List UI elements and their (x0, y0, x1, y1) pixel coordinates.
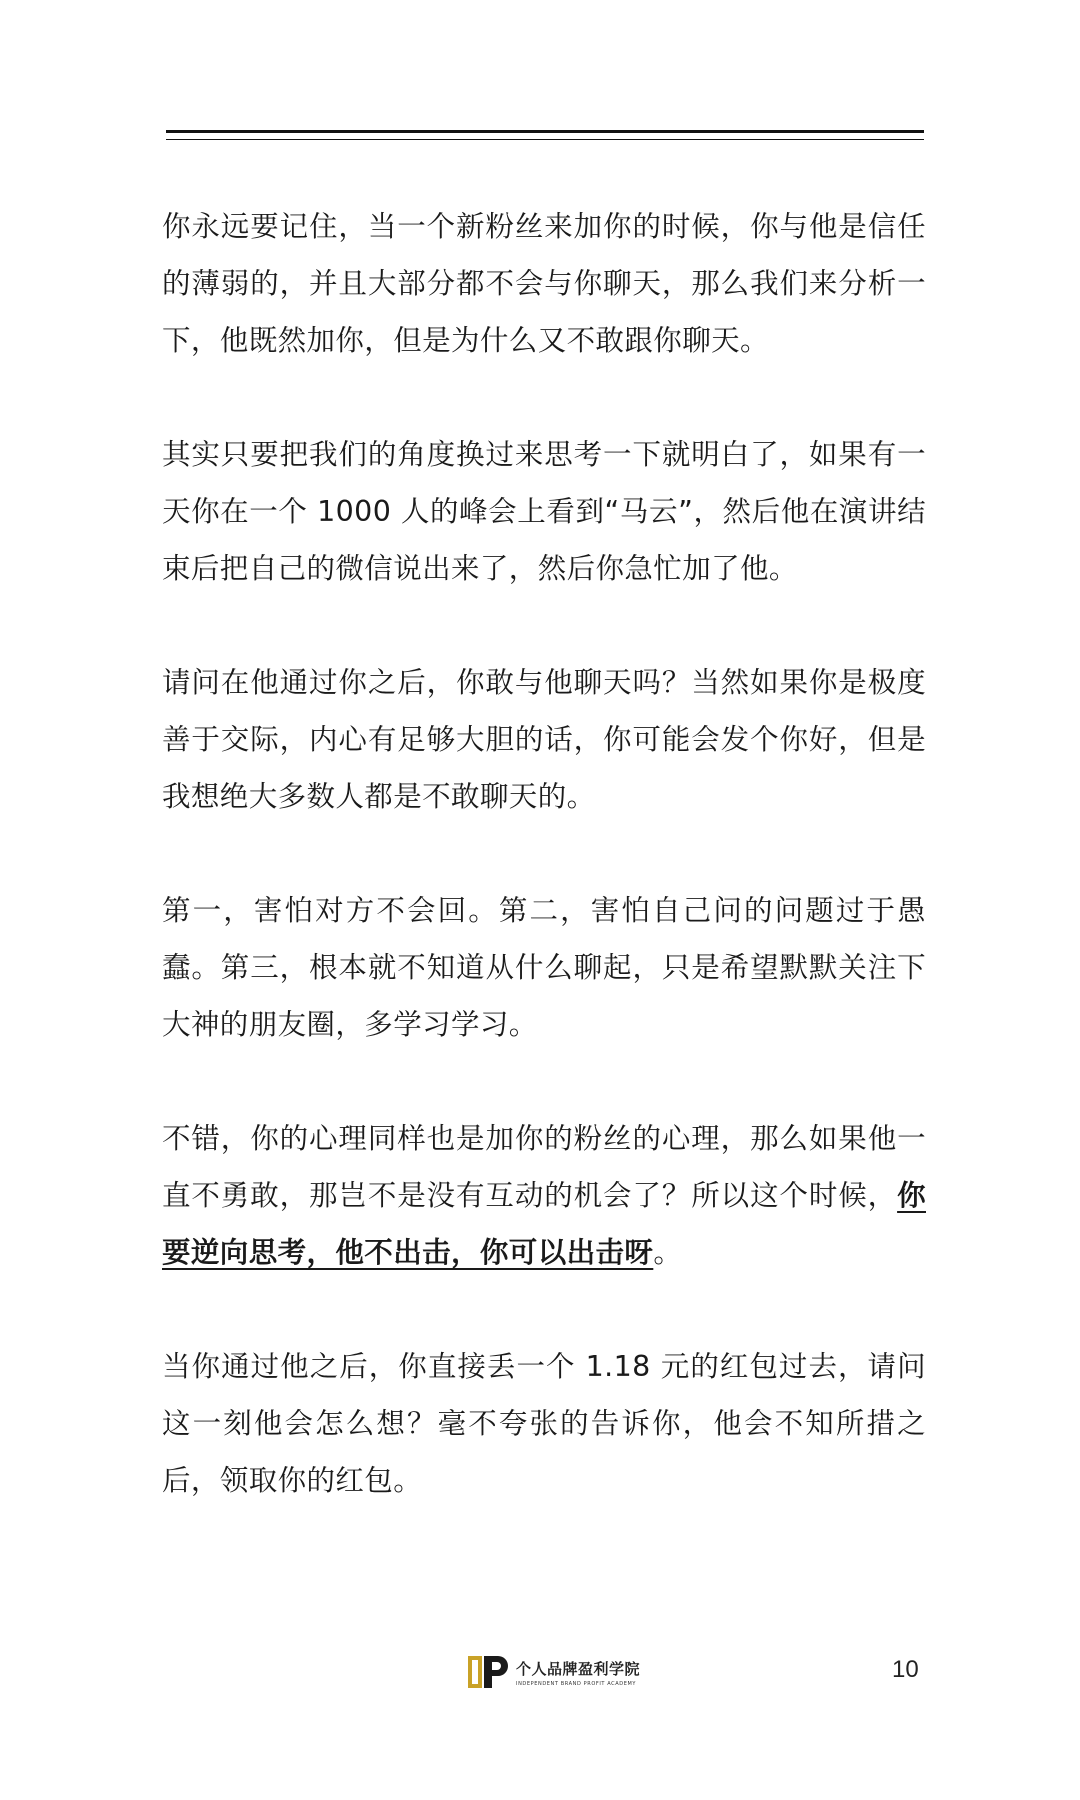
page-number: 10 (892, 1656, 919, 1683)
paragraph-6: 当你通过他之后，你直接丢一个 1.18 元的红包过去，请问这一刻他会怎么想？毫不夸张的告诉你，他会不知所措之后，领取你的红包。 (162, 1350, 926, 1497)
emphasis-text: 你要逆向思考，他不出击，你可以出击呀 (162, 1179, 926, 1269)
header-rule (166, 130, 924, 140)
paragraph-4: 第一，害怕对方不会回。第二，害怕自己问的问题过于愚蠢。第三，根本就不知道从什么聊起，只是希望默默关注下大神的朋友圈，多学习学习。 (162, 894, 926, 1041)
academy-logo (466, 1650, 640, 1694)
paragraph-5-tail: 。 (653, 1236, 683, 1269)
paragraph-1: 你永远要记住，当一个新粉丝来加你的时候，你与他是信任的薄弱的，并且大部分都不会与你聊天，那么我们来分析一下，他既然加你，但是为什么又不敢跟你聊天。 (162, 210, 926, 357)
paragraph-5-text: 不错，你的心理同样也是加你的粉丝的心理，那么如果他一直不勇敢，那岂不是没有互动的机会了？所以这个时候， (162, 1122, 926, 1212)
document-body (162, 198, 926, 1509)
ip-logo-icon (466, 1650, 510, 1694)
paragraph-2: 其实只要把我们的角度换过来思考一下就明白了，如果有一天你在一个 1000 人的峰会上看到“马云”，然后他在演讲结束后把自己的微信说出来了，然后你急忙加了他。 (162, 438, 926, 585)
logo-chinese-name: 个人品牌盈利学院 (516, 1659, 641, 1678)
logo-english-name: INDEPENDENT BRAND PROFIT ACADEMY (516, 1680, 637, 1687)
paragraph-5 (162, 1110, 926, 1281)
paragraph-3: 请问在他通过你之后，你敢与他聊天吗？当然如果你是极度善于交际，内心有足够大胆的话，你可能会发个你好，但是我想绝大多数人都是不敢聊天的。 (162, 666, 926, 813)
